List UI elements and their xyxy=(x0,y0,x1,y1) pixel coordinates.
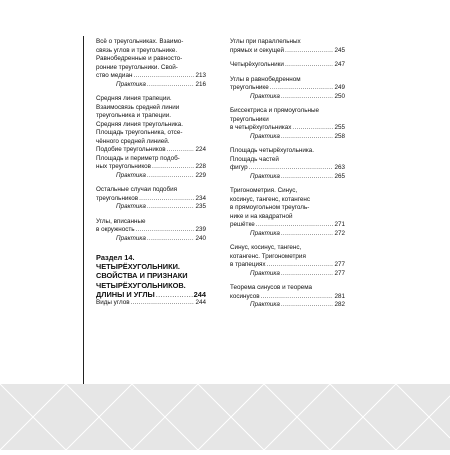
toc-line: Средняя линия треугольника. xyxy=(96,120,184,128)
toc-line: Теорема синусов и теорема xyxy=(230,284,313,291)
toc-entry xyxy=(230,187,345,230)
toc-entry xyxy=(230,76,345,93)
toc-line: Площадь частей xyxy=(230,155,279,163)
toc-line: косинусов xyxy=(230,292,260,300)
page-number: 244 xyxy=(195,299,206,307)
toc-line: треугольников xyxy=(96,194,139,202)
toc-line: нике и на квадратной xyxy=(230,212,293,220)
toc-line: Виды углов xyxy=(96,299,130,307)
section-heading xyxy=(96,253,206,299)
toc-line: Тригонометрия. Синус, xyxy=(230,187,298,194)
toc-practice-entry xyxy=(230,270,345,279)
toc-line: прямых и секущей xyxy=(230,46,285,54)
practice-label: Практика xyxy=(250,301,280,308)
toc-entry xyxy=(96,218,206,235)
toc-line: Углы, вписанные xyxy=(96,217,146,225)
toc-line: Углы в равнобедренном xyxy=(230,75,301,83)
practice-label: Практика xyxy=(250,132,280,140)
toc-line: Площадь четырёхугольника. xyxy=(230,147,315,154)
toc-practice-entry xyxy=(230,133,345,142)
page-number: 265 xyxy=(334,172,345,180)
page-number: 224 xyxy=(195,146,206,153)
toc-practice-entry xyxy=(96,81,206,90)
page-number: 255 xyxy=(334,124,345,131)
toc-practice-entry xyxy=(96,235,206,244)
page-number: 216 xyxy=(195,80,206,88)
toc-line: ных треугольников xyxy=(96,163,152,170)
page-number: 229 xyxy=(195,171,206,179)
page-number: 263 xyxy=(334,164,345,171)
page-number: 282 xyxy=(334,301,345,308)
toc-line: Площадь треугольника, отсе- xyxy=(96,129,183,136)
toc-entry xyxy=(230,61,345,70)
page-number: 271 xyxy=(334,221,345,228)
section-line: СВОЙСТВА И ПРИЗНАКИ xyxy=(96,271,188,281)
toc-practice-entry xyxy=(230,230,345,239)
toc-column-right xyxy=(230,38,345,310)
practice-label: Практика xyxy=(116,80,146,88)
diamond-lattice-icon xyxy=(0,384,450,450)
toc-line: треугольника и трапеции. xyxy=(96,112,172,119)
toc-line: связь углов и треугольнике. xyxy=(96,46,178,54)
toc-entry xyxy=(96,38,206,81)
toc-line: решётке xyxy=(230,221,255,228)
toc-entry xyxy=(230,284,345,301)
toc-entry xyxy=(96,95,206,172)
toc-line: ство медиан xyxy=(96,72,133,79)
toc-line: Остальные случаи подобия xyxy=(96,186,178,193)
toc-practice-entry xyxy=(230,93,345,102)
section-line: Раздел 14. xyxy=(96,253,135,262)
toc-line: Взаимосвязь средней линии xyxy=(96,103,180,111)
page-number: 249 xyxy=(334,84,345,91)
toc-line: Синус, косинус, тангенс, xyxy=(230,244,302,251)
toc-line: Всё о треугольниках. Взаимо- xyxy=(96,38,184,45)
page-number: 228 xyxy=(195,163,206,170)
toc-line: косинус, тангенс, котангенс xyxy=(230,195,311,203)
page-number: 239 xyxy=(195,226,206,233)
page-number: 245 xyxy=(334,46,345,54)
toc-line: Подобие треугольников xyxy=(96,146,166,153)
practice-label: Практика xyxy=(250,269,280,277)
page-number: 250 xyxy=(334,92,345,100)
toc-line: в четырёхугольниках xyxy=(230,124,292,131)
page-number: 281 xyxy=(334,292,345,300)
toc-practice-entry xyxy=(96,203,206,212)
page-number: 244 xyxy=(193,289,206,299)
toc-practice-entry xyxy=(96,172,206,181)
toc-line: в окружность xyxy=(96,226,135,233)
page-number: 213 xyxy=(195,72,206,79)
toc-line: треугольнике xyxy=(230,84,269,91)
practice-label: Практика xyxy=(250,172,280,180)
toc-line: чённого средней линией. xyxy=(96,137,170,145)
page-number: 277 xyxy=(334,261,345,268)
page-number: 272 xyxy=(334,229,345,237)
page-number: 235 xyxy=(195,203,206,210)
toc-practice-entry xyxy=(230,301,345,310)
practice-label: Практика xyxy=(116,171,146,179)
toc-entry xyxy=(230,38,345,55)
page-number: 277 xyxy=(334,269,345,277)
toc-line: котангенс. Тригонометрия xyxy=(230,252,306,260)
toc-entry xyxy=(230,107,345,133)
toc-entry xyxy=(230,147,345,173)
page-number: 258 xyxy=(334,132,345,140)
section-line: ЧЕТЫРЁХУГОЛЬНИКИ. xyxy=(96,262,180,272)
page-number: 234 xyxy=(195,194,206,202)
toc-column-left xyxy=(96,38,206,308)
toc-entry xyxy=(96,299,206,308)
decorative-pattern xyxy=(0,384,450,450)
section-line: ЧЕТЫРЁХУГОЛЬНИКОВ. xyxy=(96,280,186,290)
page-number: 247 xyxy=(334,61,345,68)
toc-line: ронние треугольники. Свой- xyxy=(96,63,178,71)
practice-label: Практика xyxy=(116,234,146,242)
practice-label: Практика xyxy=(116,203,146,210)
toc-entry xyxy=(96,186,206,203)
page-number: 240 xyxy=(195,234,206,242)
toc-line: фигур xyxy=(230,164,248,171)
toc-line: в трапециях xyxy=(230,261,266,268)
toc-line: треугольники xyxy=(230,115,269,123)
toc-entry xyxy=(230,244,345,270)
margin-rule xyxy=(83,36,84,420)
toc-line: Четырёхугольники xyxy=(230,61,284,68)
toc-line: Площадь и периметр подоб- xyxy=(96,154,180,162)
section-line: ДЛИНЫ И УГЛЫ xyxy=(96,289,155,299)
toc-line: Углы при параллельных xyxy=(230,38,301,45)
toc-line: Средняя линия трапеции. xyxy=(96,95,172,102)
toc-line: Равнобедренные и равносто- xyxy=(96,55,183,62)
practice-label: Практика xyxy=(250,92,280,100)
practice-label: Практика xyxy=(250,229,280,237)
toc-line: в прямоугольном треуголь- xyxy=(230,204,310,211)
toc-line: Биссектриса и прямоугольные xyxy=(230,107,319,114)
toc-practice-entry xyxy=(230,173,345,182)
